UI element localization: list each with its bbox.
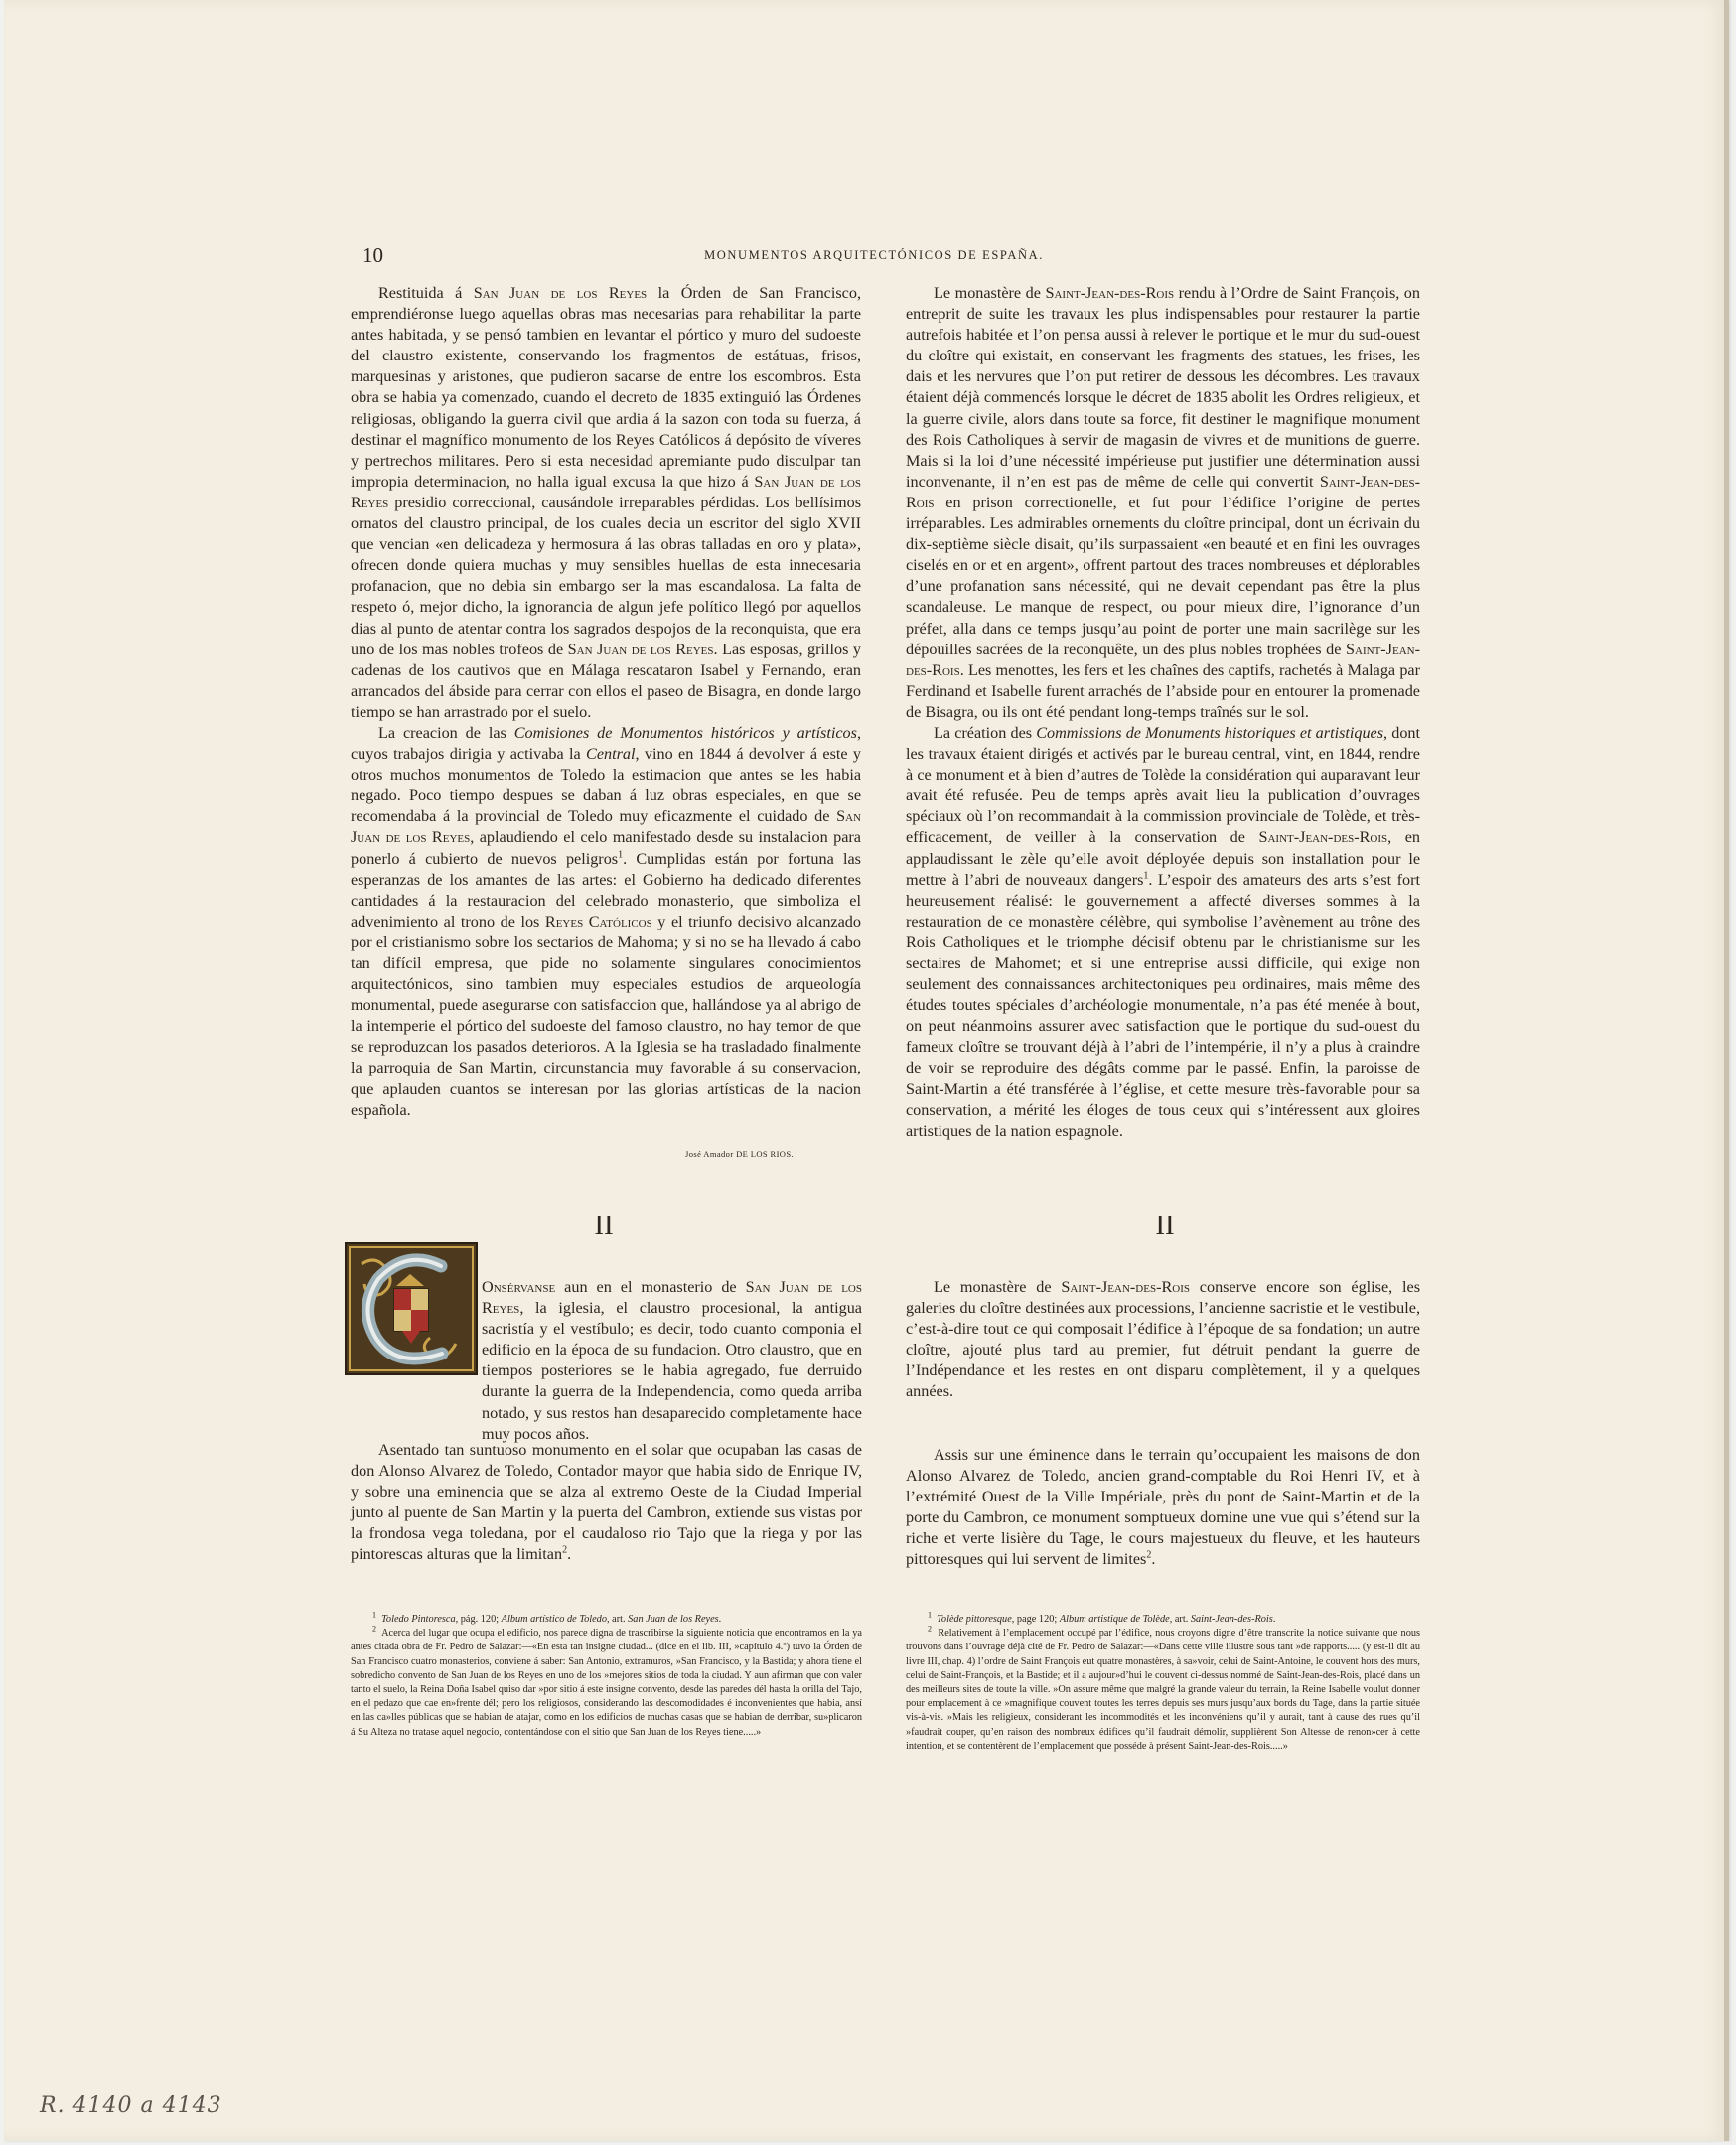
text-span: . Les menottes, les fers et les chaînes des captifs, rachetés à Malaga par Ferdinand et Isabelle furent arrachés de l’abside pour en entourer la promenade de Bisagra, ou ils ont été pendant long-temps traînés sur le sol. [906, 660, 1420, 721]
small-caps-name: Saint-Jean-des-Rois [1045, 284, 1175, 302]
text-span: . [567, 1545, 572, 1564]
italic-title: Tolède pittoresque [937, 1614, 1012, 1625]
text-span: . Las esposas, grillos y cadenas de los cautivos que en Málaga rescataron Isabel y Fernando, eran arrancados del ábside para cerrar con ellos el paseo de Bisagra, en donde largo tiempo se han arrastrado por el suelo. [351, 640, 861, 721]
small-caps-name: Saint-Jean-des-Rois [906, 640, 1420, 679]
text-span: , aplaudiendo el celo manifestado desde su instalacion para ponerlo á cubierto de nuevos peligros [351, 828, 861, 868]
text-span: Acerca del lugar que ocupa el edificio, nos parece digna de trascribirse la siguiente noticia que encontramos en la ya antes citada obra de Fr. Pedro de Salazar:—«En esta tan insigne ciudad... (dice en el lib. III, »capítulo 4.º) tuvo la Órden de San Francisco cuatro monasterios, conviene á saber: San Antonio, extramuros, »San Francisco, y la Bastida; y ahora tiene el sobredicho convento de San Juan de los Reyes en uno de los »mejores sitios de toda la ciudad. Y aun afirman que con valer tanto el suelo, la Reina Doña Isabel quiso dar »por sitio á este insigne convento, desde las paredes dél hasta la orilla del Tajo, en el pedazo que cae en»frente dél; pero los religiosos, considerando las descomodidades é inconvenientes que habia, ansí en las ca»lles públicas que se habian de atajar, como en los edificios de muchas casas que se habian de derribar, su»plicaron á Su Alteza no tratase aquel negocio, contentándose con el sitio que San Juan de los Reyes tiene.....» [351, 1628, 862, 1738]
text-span: , en applaudissant le zèle qu’elle avoit déployée depuis son installation pour le mettre à l’abri de nouveaux dangers [906, 828, 1420, 889]
italic-title: San Juan de los Reyes [628, 1614, 719, 1625]
initial-ornament [347, 1244, 476, 1373]
french-footnotes [906, 1610, 1421, 1754]
handwritten-shelfmark: R. 4140 a 4143 [40, 2093, 222, 2118]
italic-title: Central [586, 745, 636, 764]
italic-title: Toledo Pintoresca [381, 1614, 456, 1625]
spanish-paragraph-4 [351, 1440, 862, 1566]
italic-title: Comisiones de Monumentos históricos y artísticos [513, 723, 857, 742]
french-footnote-1 [906, 1610, 1420, 1627]
text-span: Assis sur une éminence dans le terrain qu’occupaient les maisons de don Alonso Alvarez de Toledo, ancien grand-comptable du Roi Henri IV, et à l’extrémité Ouest de la Ville Impériale, près du pont de Saint-Martin et de la porte du Cambron, ce monument somptueux domine une vue qui s’étend sur la riche et verte lisière du Tage, le cours majestueux du fleuve, et les hauteurs pittoresques qui lui servent de limites [906, 1446, 1420, 1569]
spanish-column-part3 [351, 1440, 862, 1566]
page-number: 10 [362, 243, 383, 267]
decorated-initial [345, 1242, 478, 1375]
french-section-heading: II [1155, 1210, 1175, 1241]
text-span: la Órden de San Francisco, emprendiéronse luego aquellas obras mas necesarias para rehabilitar la parte antes habitada, y se pensó tambien en levantar el pórtico y muro del sudoeste del claustro existente, conservando los fragmentos de estátuas, frisos, marquesinas y aristones, que pudieron sacarse de entre los escombros. Esta obra se habia ya comenzado, cuando el decreto de 1835 extinguió las Órdenes religiosas, obligando la guerra civil que ardia á la sazon con toda su fuerza, á destinar el magnífico monumento de los Reyes Católicos á depósito de víveres y pertrechos militares. Pero si esta necesidad apremiante pudo disculpar tan impropia determinacion, no halla igual excusa la que hizo á [351, 284, 861, 491]
text-span: , page 120; [1011, 1614, 1060, 1625]
small-caps-name: San Juan de los Reyes [473, 284, 648, 302]
spanish-section-heading: II [594, 1210, 614, 1241]
spanish-paragraph-2 [351, 723, 861, 1121]
text-span: Asentado tan suntuoso monumento en el solar que ocupaban las casas de don Alonso Alvarez de Toledo, Contador mayor que habia sido de Enrique IV, y sobre una eminencia que se alza al extremo Oeste de la Ciudad Imperial junto al puente de San Martin y la puerta del Cambron, extiende sus vistas por la frondosa vega toledana, por el caudaloso rio Tajo que la riega y por las pintorescas alturas que la limitan [351, 1441, 862, 1564]
footnote-ref: 2 [562, 1545, 568, 1557]
small-caps-name: San Juan de los Reyes [482, 1278, 862, 1318]
french-paragraph-3 [906, 1277, 1420, 1403]
text-span: , art. [1169, 1614, 1191, 1625]
text-span: presidio correccional, causándole irreparables pérdidas. Los bellísimos ornatos del claustro principal, de los cuales decia un escritor del siglo XVII que vencian «en delicadeza y hermosura á las obras talladas en oro y plata», ofrecen donde quiera muchas y muy sensibles huellas de esta innecesaria profanacion, que no debia sin embargo ser la mas escandalosa. La falta de respeto ó, mejor dicho, la ignorancia de algun jefe político llegó por aquellos dias al punto de atentar contra los sagrados despojos de la reconquista, que era uno de los mas nobles trofeos de [351, 493, 861, 658]
french-column-part1 [906, 283, 1420, 1142]
running-head: MONUMENTOS ARQUITECTÓNICOS DE ESPAÑA. [704, 248, 1044, 262]
small-caps-name: Saint-Jean-des-Rois [1258, 828, 1388, 847]
text-span: , art. [606, 1614, 629, 1625]
small-caps-name: San Juan de los Reyes [351, 472, 861, 511]
text-span: Le monastère de [934, 1278, 1062, 1296]
french-paragraph-1 [906, 283, 1420, 723]
sheet-edge [1724, 0, 1729, 2141]
text-span: La création des [934, 723, 1037, 742]
text-span: . [1272, 1614, 1276, 1625]
french-paragraph-4 [906, 1445, 1420, 1571]
spanish-footnotes [351, 1610, 862, 1740]
text-span: , pág. 120; [455, 1614, 502, 1625]
footnote-ref: 1 [618, 849, 624, 861]
french-column-part3 [906, 1445, 1420, 1571]
text-span: y el triunfo decisivo alcanzado por el cristianismo sobre los sectarios de Mahoma; y si no se ha llevado á cabo tan difícil empresa, que pide no solamente singulares conocimientos arquitectónicos, sino tambien muy especiales estudios de arqueología monumental, puede asegurarse con satisfaccion que, hallándose ya al abrigo de la intemperie el pórtico del sudoeste del famoso claustro, no hay temor de que se reproduzcan los pasados deterioros. A la Iglesia se ha trasladado finalmente la parroquia de San Martin, circunstancia muy favorable á su conservacion, que aplauden cuantos se interesan por las glorias artísticas de la nacion española. [351, 912, 861, 1119]
french-column-part2 [906, 1277, 1420, 1403]
footnote-number: 1 [372, 1610, 376, 1620]
text-span: Le monastère de [934, 284, 1046, 302]
text-span: Restituida á [378, 284, 474, 302]
author-signature: José Amador DE LOS RIOS. [685, 1149, 795, 1159]
spanish-footnote-1 [351, 1610, 862, 1627]
spanish-footnote-2 [351, 1624, 862, 1740]
spanish-column-part1 [351, 283, 861, 1121]
text-span: rendu à l’Ordre de Saint François, on entreprit de suite les travaux les plus indispensables pour restaurer la partie autrefois habitée et l’on pensa aussi à relever le portique et le mur du sud-ouest du cloître qui existait, en conservant les fragments des statues, les frises, les dais et les nervures que l’on put retirer de dessous les décombres. Les travaux étaient déjà commencés lorsque le décret de 1835 abolit les Ordres religieux, et la guerre civile, alors dans toute sa force, fit destiner le magnifique monument des Rois Catholiques à servir de magasin de vivres et de munitions de guerre. Mais si la loi d’une nécessité impérieuse put justifier une détermination aussi inconvenante, il n’en est pas de même de celle qui convertit [906, 284, 1420, 491]
small-caps-name: Saint-Jean-des-Rois [1061, 1278, 1190, 1296]
italic-title: Commissions de Monuments historiques et artistiques [1036, 723, 1384, 742]
text-span: en prison correctionelle, et fut pour l’édifice l’origine de pertes irréparables. Les admirables ornements du cloître principal, dont un écrivain du dix-septième siècle disait, qu’ils surpassaient «en beauté et en fini les ouvrages ciselés en or et en argent», offrent partout des traces nombreuses et déplorables d’une profanation sans nécessité, qui ne devait cependant pas être la plus scandaleuse. Le manque de respect, ou pour mieux dire, l’ignorance d’un préfet, alla dans ce temps jusqu’au point de porter une main sacrilège sur les dépouilles sacrées de la reconquête, un des plus nobles trophées de [906, 493, 1420, 658]
small-caps-name: San Juan de los Reyes [567, 640, 714, 658]
spanish-paragraph-3 [482, 1277, 862, 1445]
text-span: . [1151, 1550, 1156, 1569]
italic-title: Album artístico de Toledo [501, 1614, 607, 1625]
text-span: Relativement à l’emplacement occupé par l’édifice, nous croyons digne d’être transcrite la notice suivante que nous trouvons dans l’ouvrage déjà cité de Fr. Pedro de Salazar:—«Dans cette ville illustre sous tant »de rapports..... (y est-il dit au livre III, chap. 4) l’ordre de Saint François eut quatre monastères, à sa»voir, celui de Saint-Antoine, le couvent hors des murs, celui de Saint-François, et la Bastide; et il a aujour»d’hui le couvent ci-dessus nommé de Saint-Jean-des-Rois, placé dans un des meilleurs sites de toute la ville. »On assure même que malgré la grande valeur du terrain, la Reine Isabelle voulut donner pour emplacement à ce »magnifique couvent toutes les terres depuis ses murs jusqu’aux bords du Tage, dans la partie située vis-à-vis. »Mais les religieux, considerant les incommodités et les inconvéniens qu’il y aurait, tant à cause des rues qu’il »faudrait couper, qu’en raison des nombreux édifices qu’il faudrait démolir, supplièrent Son Altesse de renon»cer à cette intention, et se contentèrent de l’emplacement que posséde à présent Saint-Jean-des-Rois.....» [906, 1628, 1421, 1752]
french-footnote-2 [906, 1624, 1421, 1754]
small-caps-name: San Juan de los Reyes [351, 807, 861, 847]
paper-sheet [4, 0, 1728, 2141]
text-span: , la iglesia, el claustro procesional, la antigua sacristía y el vestíbulo; es decir, todo cuanto componia el edificio en la época de su fundacion. Otro claustro, que en tiempos posteriores se le habia agregado, fue derruido durante la guerra de la Independencia, como queda arriba notado, y sus restos han desaparecido completamente hace muy pocos años. [482, 1299, 862, 1443]
footnote-number: 1 [928, 1610, 932, 1620]
small-caps-name: Reyes Católicos [544, 912, 652, 930]
text-span: . [718, 1614, 722, 1625]
text-span: , cuyos trabajos dirigia y activaba la [351, 723, 861, 764]
footnote-ref: 2 [1146, 1550, 1152, 1562]
text-span: conserve encore son église, les galeries du cloître destinées aux processions, l’ancienne sacristie et le vestibule, c’est-à-dire tout ce qui composait l’édifice à l’époque de sa fondation; un autre cloître, ajouté plus tard au premier, fut détruit pendant la guerre de l’Indépendance et les restes en ont disparu complètement, il y a quelques années. [906, 1278, 1420, 1401]
small-caps-name: Saint-Jean-des-Rois [906, 472, 1420, 511]
italic-title: Album artistique de Tolède [1059, 1614, 1170, 1625]
small-caps-opening: Onsérvanse [482, 1278, 556, 1296]
italic-title: Saint-Jean-des-Rois [1190, 1614, 1273, 1625]
text-span: La creacion de las [378, 723, 514, 742]
french-paragraph-2 [906, 723, 1420, 1142]
text-span: aun en el monasterio de [555, 1278, 746, 1296]
text-span: , vino en 1844 á devolver á este y otros muchos monumentos de Toledo la estimacion que antes se les habia negado. Poco tiempo despues se daban á luz obras especiales, en que se recomendaba á la provincial de Toledo muy eficazmente el cuidado de [351, 745, 861, 826]
spanish-paragraph-1 [351, 283, 861, 723]
text-span: . L’espoir des amateurs des arts s’est fort heureusement réalisé: le gouvernement a affecté diverses sommes à la restauration de ce monastère célèbre, qui symbolise l’avènement au trône des Rois Catholiques et le triomphe décisif obtenu par le christianisme sur les sectaires de Mahomet; et si une entreprise aussi difficile, qui exige non seulement des connaissances architectoniques peu ordinaires, mais même des études toutes spéciales d’archéologie monumentale, n’a pas été menée à bout, on peut néanmoins assurer avec satisfaction que le portique du sud-ouest du fameux cloître se trouvant déjà à l’abri de l’intempérie, il n’y a plus à craindre de voir se reproduire des dégâts comme par le passé. Enfin, la paroisse de Saint-Martin a été transférée à l’église, et cette mesure très-favorable pour sa conservation, a mérité les éloges de tous ceux qui s’intéressent aux gloires artistiques de la nation espagnole. [906, 870, 1421, 1140]
spanish-column-part2-beside-initial [482, 1277, 862, 1445]
text-span: . Cumplidas están por fortuna las esperanzas de los amantes de las artes: el Gobierno ha dedicado diferentes cantidades á la restauracion del celebrado monasterio, que simboliza el advenimiento al trono de los [351, 849, 861, 930]
text-span: , dont les travaux étaient dirigés et activés par le bureau central, vint, en 1844, rendre à ce monument et à bien d’autres de Tolède la considération qui auparavant leur avait été refusée. Peu de temps après avait lieu la publication d’ouvrages spéciaux où l’on recommandait à la commission provinciale de Tolède, et très-efficacement, de veiller à la conservation de [906, 723, 1421, 847]
footnote-ref: 1 [1143, 870, 1149, 882]
footnote-number: 2 [928, 1624, 932, 1634]
footnote-number: 2 [372, 1624, 376, 1634]
